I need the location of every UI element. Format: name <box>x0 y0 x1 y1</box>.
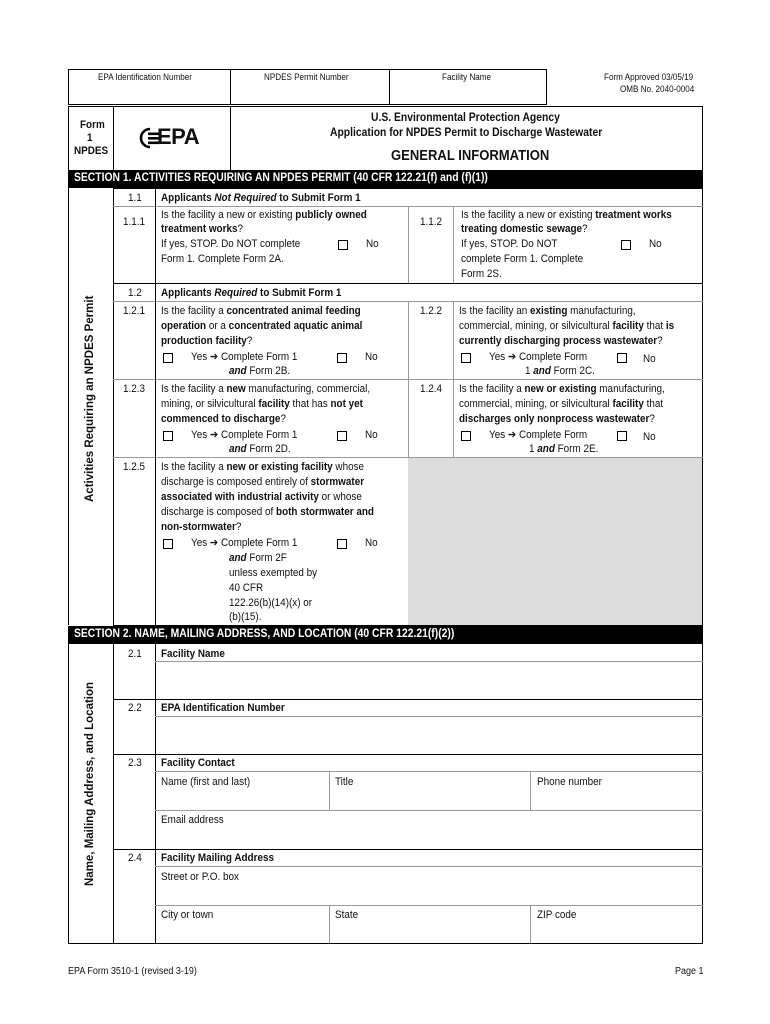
q2-2-number: 2.2 <box>128 702 142 714</box>
q1-1-1-line3: If yes, STOP. Do NOT complete <box>161 238 301 250</box>
q1-2-1-number: 1.2.1 <box>123 305 146 317</box>
epa-logo <box>135 124 225 154</box>
q2-3-label: Facility Contact <box>161 757 235 769</box>
form-program: NPDES <box>74 145 109 157</box>
q1-2-5-yes-checkbox[interactable] <box>163 539 173 549</box>
q1-1-number: 1.1 <box>128 192 142 204</box>
q1-2-4-no-checkbox[interactable] <box>617 431 627 441</box>
q1-1-1-no-checkbox[interactable] <box>338 240 348 250</box>
q1-2-5-line9: 40 CFR <box>229 582 264 594</box>
q1-2-5-line4: discharge is composed of both stormwater and <box>161 506 374 518</box>
form-label: Form <box>80 119 105 131</box>
q1-2-4-line5: 1 and Form 2E. <box>529 443 599 455</box>
q1-2-4-no-label: No <box>643 431 656 443</box>
q1-2-5-no-checkbox[interactable] <box>337 539 347 549</box>
section1-side-label: Activities Requiring an NPDES Permit <box>84 295 96 502</box>
q1-2-1-yes-checkbox[interactable] <box>163 353 173 363</box>
contact-email-input[interactable] <box>159 828 703 848</box>
q1-1-2-number: 1.1.2 <box>420 216 443 228</box>
q1-2-2-line3: currently discharging process wastewater? <box>459 335 663 347</box>
q1-2-3-no-checkbox[interactable] <box>337 431 347 441</box>
q1-2-3-line2: mining, or silvicultural facility that has not yet <box>161 398 363 410</box>
epa-id-header-label: EPA Identification Number <box>98 72 192 82</box>
q1-2-1-line1: Is the facility a concentrated animal feeding <box>161 305 361 317</box>
q1-2-4-line3: discharges only nonprocess wastewater? <box>459 413 655 425</box>
q1-2-3-number: 1.2.3 <box>123 383 146 395</box>
q1-2-number: 1.2 <box>128 287 142 299</box>
section1-heading: SECTION 1. ACTIVITIES REQUIRING AN NPDES PERMIT (40 CFR 122.21(f) and (f)(1)) <box>68 170 703 188</box>
q1-1-1-line4: Form 1. Complete Form 2A. <box>161 253 284 265</box>
q1-1-2-line4: complete Form 1. Complete <box>461 253 584 265</box>
form-approved-date: Form Approved 03/05/19 <box>604 72 694 82</box>
q1-2-5-number: 1.2.5 <box>123 461 146 473</box>
q1-2-5-no-label: No <box>365 537 378 549</box>
q1-2-1-no-label: No <box>365 351 378 363</box>
q1-2-5-line11: (b)(15). <box>229 611 262 623</box>
q1-2-2-yes-checkbox[interactable] <box>461 353 471 363</box>
q1-2-4-yes-checkbox[interactable] <box>461 431 471 441</box>
contact-email-label: Email address <box>161 814 224 826</box>
q1-2-2-line2: commercial, mining, or silvicultural facility that is <box>459 320 675 332</box>
state-label: State <box>335 909 359 921</box>
q1-2-2-yes-label: Yes ➔ Complete Form <box>489 351 588 363</box>
contact-title-input[interactable] <box>333 790 530 810</box>
facility-name-input[interactable] <box>159 664 703 698</box>
q1-1-2-no-label: No <box>649 238 662 250</box>
q1-2-3-line3: commenced to discharge? <box>161 413 286 425</box>
footer-form-number: EPA Form 3510-1 (revised 3-19) <box>68 966 197 977</box>
q1-1-1-number: 1.1.1 <box>123 216 146 228</box>
epa-logo-text: EPA <box>157 124 200 149</box>
q1-2-5-line2: discharge is composed entirely of stormwater <box>161 476 365 488</box>
city-input[interactable] <box>159 923 329 943</box>
q1-2-5-line1: Is the facility a new or existing facility whose <box>161 461 365 473</box>
q1-2-3-yes-checkbox[interactable] <box>163 431 173 441</box>
epa-id-header-input[interactable] <box>72 86 230 104</box>
q1-2-2-no-checkbox[interactable] <box>617 353 627 363</box>
contact-name-label: Name (first and last) <box>161 776 251 788</box>
q1-1-2-line3: If yes, STOP. Do NOT <box>461 238 558 250</box>
q1-2-2-no-label: No <box>643 353 656 365</box>
q1-2-1-line5: and Form 2B. <box>229 365 291 377</box>
q1-2-3-line5: and Form 2D. <box>229 443 291 455</box>
q2-4-number: 2.4 <box>128 852 142 864</box>
state-input[interactable] <box>333 923 530 943</box>
q1-2-3-line1: Is the facility a new manufacturing, commercial, <box>161 383 371 395</box>
general-information-title: GENERAL INFORMATION <box>391 148 550 164</box>
q1-1-1-line1: Is the facility a new or existing publicly owned <box>161 209 367 221</box>
q1-2-5-line7: and Form 2F <box>229 552 287 564</box>
q1-1-1-line2: treatment works? <box>161 223 243 235</box>
q1-2-5-line3: associated with industrial activity or whose <box>161 491 362 503</box>
contact-title-label: Title <box>335 776 354 788</box>
zip-label: ZIP code <box>537 909 577 921</box>
q1-2-5-line10: 122.26(b)(14)(x) or <box>229 597 313 609</box>
q1-1-2-line1: Is the facility a new or existing treatment works <box>461 209 672 221</box>
facility-name-header-input[interactable] <box>393 86 547 104</box>
q1-2-2-line1: Is the facility an existing manufacturing, <box>459 305 636 317</box>
contact-phone-label: Phone number <box>537 776 602 788</box>
q2-1-number: 2.1 <box>128 648 142 660</box>
q1-2-heading: Applicants Required to Submit Form 1 <box>161 287 342 299</box>
footer-page-number: Page 1 <box>675 966 704 977</box>
q1-1-2-line2: treating domestic sewage? <box>461 223 588 235</box>
q1-2-2-line5: 1 and Form 2C. <box>525 365 595 377</box>
q1-2-1-no-checkbox[interactable] <box>337 353 347 363</box>
omb-number: OMB No. 2040-0004 <box>620 84 695 94</box>
q1-2-4-line2: commercial, mining, or silvicultural facility that <box>459 398 664 410</box>
section2-side-label: Name, Mailing Address, and Location <box>84 681 96 886</box>
q2-2-label: EPA Identification Number <box>161 702 285 714</box>
application-title: Application for NPDES Permit to Discharge Wastewater <box>330 127 603 139</box>
q1-2-3-no-label: No <box>365 429 378 441</box>
section2-heading: SECTION 2. NAME, MAILING ADDRESS, AND LOCATION (40 CFR 122.21(f)(2)) <box>68 626 703 644</box>
epa-id-number-input[interactable] <box>159 719 703 753</box>
agency-name: U.S. Environmental Protection Agency <box>371 112 560 124</box>
facility-name-header-label: Facility Name <box>442 72 492 82</box>
q2-1-label: Facility Name <box>161 648 225 660</box>
q1-1-2-line5: Form 2S. <box>461 268 502 280</box>
q1-2-1-line3: production facility? <box>161 335 253 347</box>
q1-2-4-line1: Is the facility a new or existing manufacturing, <box>459 383 665 395</box>
street-label: Street or P.O. box <box>161 871 239 883</box>
q1-1-heading: Applicants Not Required to Submit Form 1 <box>161 192 361 204</box>
q1-2-1-yes-label: Yes ➔ Complete Form 1 <box>191 351 298 363</box>
q1-1-2-no-checkbox[interactable] <box>621 240 631 250</box>
npdes-permit-header-input[interactable] <box>234 86 389 104</box>
contact-name-input[interactable] <box>159 790 329 810</box>
q1-2-4-number: 1.2.4 <box>420 383 443 395</box>
zip-input[interactable] <box>534 923 703 943</box>
q1-2-3-yes-label: Yes ➔ Complete Form 1 <box>191 429 298 441</box>
q1-2-2-number: 1.2.2 <box>420 305 443 317</box>
q1-2-1-line2: operation or a concentrated aquatic animal <box>161 320 363 332</box>
form-number: 1 <box>87 132 93 144</box>
q1-2-5-yes-label: Yes ➔ Complete Form 1 <box>191 537 298 549</box>
npdes-permit-header-label: NPDES Permit Number <box>264 72 349 82</box>
street-input[interactable] <box>159 885 703 905</box>
q1-2-4-yes-label: Yes ➔ Complete Form <box>489 429 588 441</box>
contact-phone-input[interactable] <box>534 790 703 810</box>
q1-2-5-line8: unless exempted by <box>229 567 318 579</box>
q2-4-label: Facility Mailing Address <box>161 852 274 864</box>
city-label: City or town <box>161 909 214 921</box>
q1-1-1-no-label: No <box>366 238 379 250</box>
q2-3-number: 2.3 <box>128 757 142 769</box>
q1-2-5-line5: non-stormwater? <box>161 521 242 533</box>
